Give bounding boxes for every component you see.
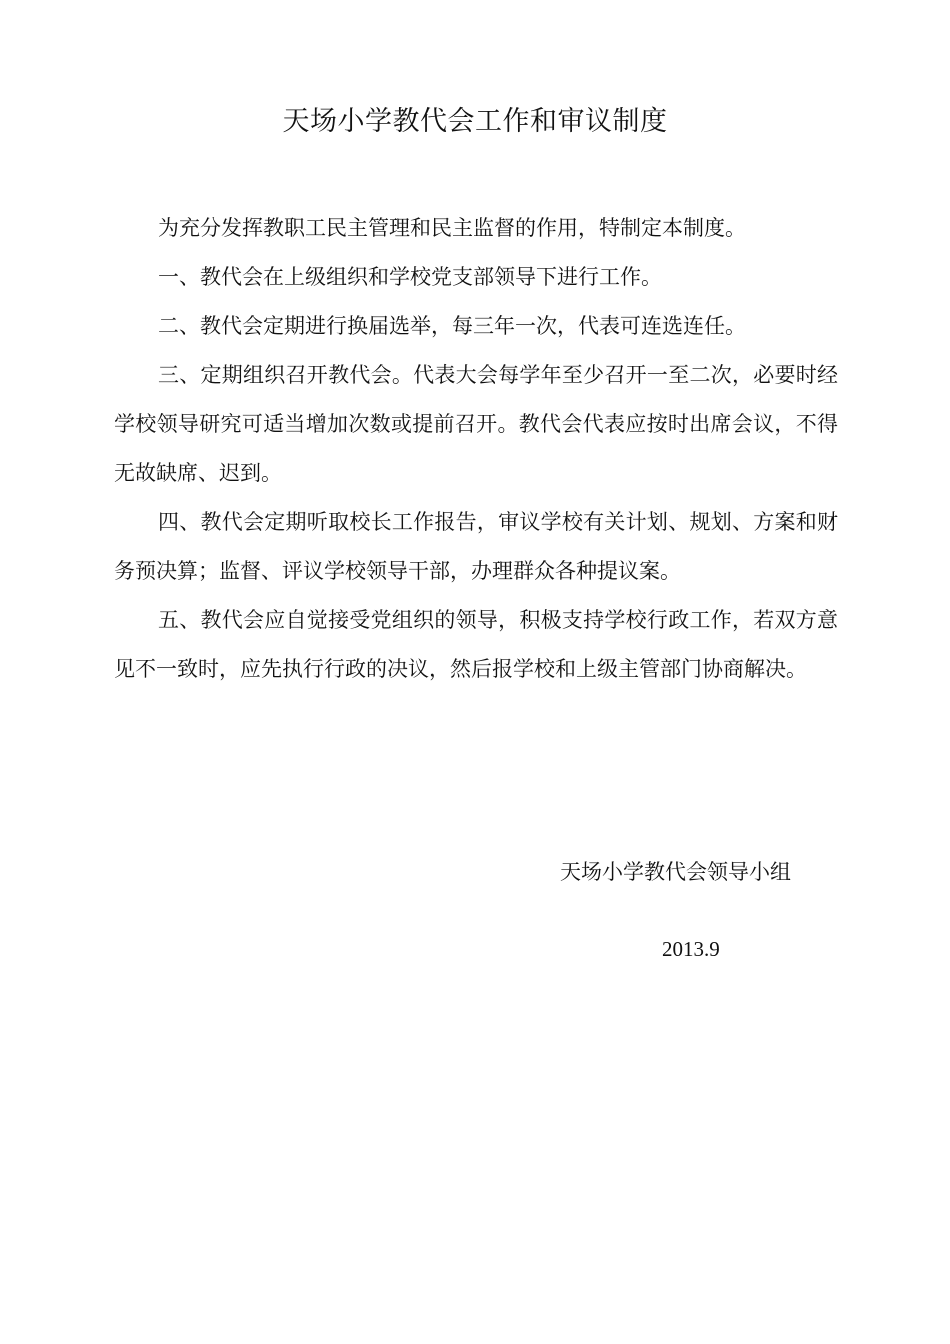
signature-organization: 天场小学教代会领导小组 [560,860,791,884]
paragraph-intro: 为充分发挥教职工民主管理和民主监督的作用，特制定本制度。 [158,216,746,240]
document-date: 2013.9 [662,937,720,961]
paragraph-item-4: 四、教代会定期听取校长工作报告，审议学校有关计划、规划、方案和财务预决算；监督、评议学校领导干部，办理群众各种提议案。 [114,510,838,583]
document-title: 天场小学教代会工作和审议制度 [282,106,668,137]
paragraph-item-5: 五、教代会应自觉接受党组织的领导，积极支持学校行政工作，若双方意见不一致时，应先执行行政的决议，然后报学校和上级主管部门协商解决。 [114,608,838,681]
paragraph-item-3: 三、定期组织召开教代会。代表大会每学年至少召开一至二次，必要时经学校领导研究可适当增加次数或提前召开。教代会代表应按时出席会议，不得无故缺席、迟到。 [114,363,838,485]
paragraph-item-2: 二、教代会定期进行换届选举，每三年一次，代表可连选连任。 [158,314,746,338]
document-body [114,204,838,694]
paragraph-item-1: 一、教代会在上级组织和学校党支部领导下进行工作。 [158,265,662,289]
